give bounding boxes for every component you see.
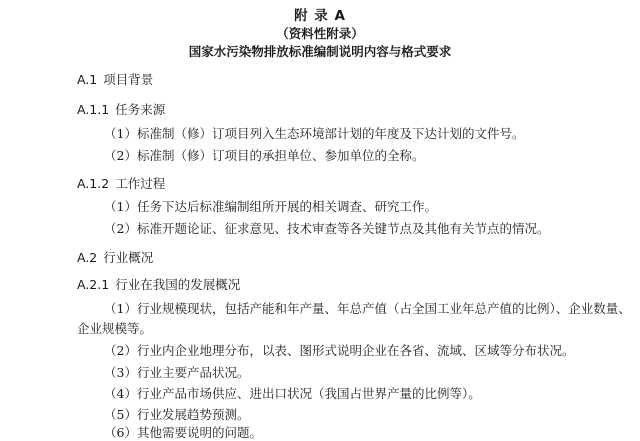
section-title: 行业概况 (103, 250, 154, 265)
section-heading-a11 (77, 102, 165, 118)
paragraph-a21-1: （1）行业规模现状，包括产能和年产量、年总产值（占全国工业年总产值的比例）、企业数量、 (104, 301, 631, 316)
section-heading-a1 (77, 72, 153, 88)
section-number: A.1.2 (77, 176, 110, 191)
paragraph-a21-2: （2）行业内企业地理分布，以表、图形式说明企业在各省、流域、区域等分布状况。 (104, 343, 575, 358)
section-title: 项目背景 (103, 72, 154, 87)
paragraph-a21-6: （6）其他需要说明的问题。 (104, 425, 262, 440)
paragraph-a21-5: （5）行业发展趋势预测。 (104, 407, 250, 422)
section-title: 行业在我国的发展概况 (115, 277, 241, 292)
section-number: A.2.1 (77, 277, 110, 292)
appendix-type: （资料性附录） (276, 26, 364, 41)
paragraph-a12-2: （2）标准开题论证、征求意见、技术审查等各关键节点及其他有关节点的情况。 (104, 221, 550, 236)
section-number: A.1 (77, 72, 98, 87)
paragraph-a21-4: （4）行业产品市场供应、进出口状况（我国占世界产量的比例等）。 (104, 386, 481, 401)
appendix-title: 附 录 A (294, 8, 346, 24)
paragraph-a21-3: （3）行业主要产品状况。 (104, 365, 250, 380)
paragraph-a21-1-continued: 企业规模等。 (77, 321, 153, 336)
appendix-name: 国家水污染物排放标准编制说明内容与格式要求 (188, 44, 452, 59)
section-title: 任务来源 (115, 102, 166, 117)
section-title: 工作过程 (115, 176, 166, 191)
paragraph-a11-1: （1）标准制（修）订项目列入生态环境部计划的年度及下达计划的文件号。 (104, 126, 525, 141)
section-number: A.1.1 (77, 102, 110, 117)
section-heading-a12 (77, 176, 165, 192)
paragraph-a11-2: （2）标准制（修）订项目的承担单位、参加单位的全称。 (104, 148, 425, 163)
paragraph-a12-1: （1）任务下达后标准编制组所开展的相关调查、研究工作。 (104, 199, 437, 214)
section-heading-a2 (77, 250, 153, 266)
section-number: A.2 (77, 250, 98, 265)
section-heading-a21 (77, 277, 240, 293)
